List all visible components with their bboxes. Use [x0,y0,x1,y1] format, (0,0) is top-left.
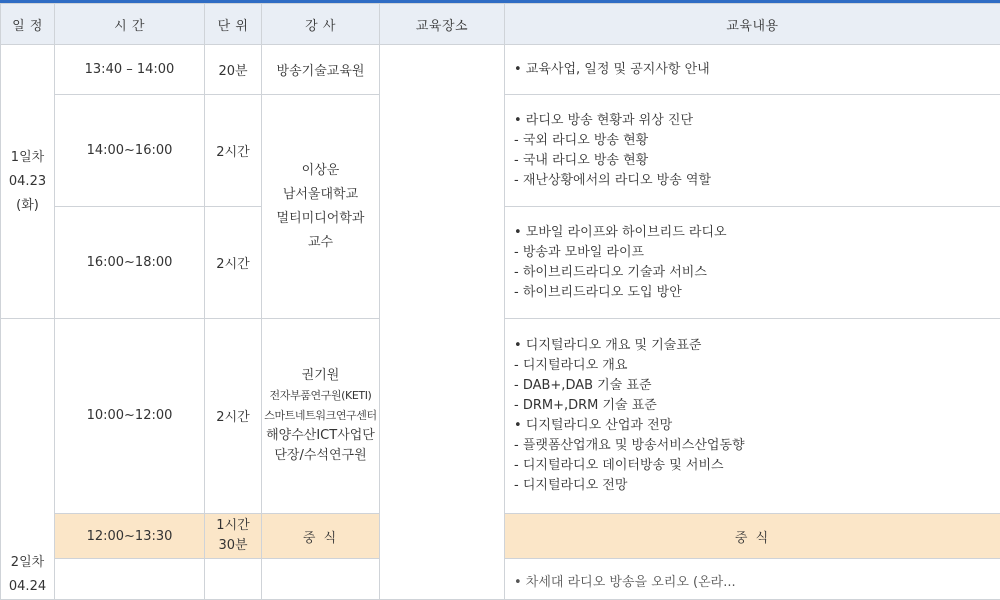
time-cell: 14:00~16:00 [55,95,205,207]
unit-cell [205,559,262,600]
header-time: 시 간 [55,4,205,45]
content-line: • 차세대 라디오 방송을 오리오 (온라... [514,573,1000,593]
content-line: • 디지털라디오 산업과 전망 [514,416,1000,436]
lunch-unit-hours: 1시간 [205,516,261,536]
content-line: - 디지털라디오 개요 [514,356,1000,376]
table-header-row [1,4,1000,45]
lunch-content: 중 식 [505,513,1000,559]
content-line: • 라디오 방송 현황과 위상 진단 [514,111,1000,131]
instructor-division: 해양수산ICT사업단 [262,426,379,446]
instructor-cell: 방송기술교육원 [262,45,380,95]
instructor-title: 교수 [262,231,379,255]
content-line: • 디지털라디오 개요 및 기술표준 [514,336,1000,356]
content-line: - 하이브리드라디오 도입 방안 [514,283,1000,303]
content-line: - 플랫폼산업개요 및 방송서비스산업동향 [514,436,1000,456]
content-line: - 방송과 모바일 라이프 [514,243,1000,263]
lunch-time: 12:00~13:30 [55,513,205,559]
content-line: - 하이브리드라디오 기술과 서비스 [514,263,1000,283]
instructor-cell-kwon [262,319,380,514]
instructor-cell-lee [262,95,380,319]
content-line: - 국외 라디오 방송 현황 [514,131,1000,151]
content-cell [505,559,1000,600]
content-line: • 모바일 라이프와 하이브리드 라디오 [514,223,1000,243]
time-cell: 13:40 – 14:00 [55,45,205,95]
content-cell [505,207,1000,319]
content-line: - 국내 라디오 방송 현황 [514,151,1000,171]
header-unit: 단 위 [205,4,262,45]
content-cell [505,95,1000,207]
table-row [1,45,1000,95]
header-content: 교육내용 [505,4,1000,45]
location-cell [380,45,505,600]
day1-weekday: (화) [1,194,54,218]
content-line: - DRM+,DRM 기술 표준 [514,396,1000,416]
unit-cell: 20분 [205,45,262,95]
time-cell [55,559,205,600]
day2-date: 04.24 [1,575,54,599]
education-schedule-table [0,3,1000,600]
instructor-department: 스마트네트워크연구센터 [262,406,379,426]
unit-cell: 2시간 [205,319,262,514]
day2-cell [1,319,55,600]
unit-cell: 2시간 [205,95,262,207]
day1-cell [1,45,55,319]
instructor-department: 멀티미디어학과 [262,207,379,231]
instructor-title: 단장/수석연구원 [262,446,379,466]
instructor-name: 이상운 [262,159,379,183]
time-cell: 10:00~12:00 [55,319,205,514]
day1-label: 1일차 [1,146,54,170]
day2-label: 2일차 [1,551,54,575]
time-cell: 16:00~18:00 [55,207,205,319]
instructor-name: 권기원 [262,366,379,386]
instructor-affiliation: 전자부품연구원(KETI) [262,386,379,406]
instructor-cell [262,559,380,600]
content-line: - DAB+,DAB 기술 표준 [514,376,1000,396]
content-cell [505,45,1000,95]
header-schedule: 일 정 [1,4,55,45]
header-location: 교육장소 [380,4,505,45]
day1-date: 04.23 [1,170,54,194]
content-line: - 디지털라디오 전망 [514,476,1000,496]
content-line: • 교육사업, 일정 및 공지사항 안내 [514,60,1000,80]
unit-cell: 2시간 [205,207,262,319]
content-line: - 재난상황에서의 라디오 방송 역할 [514,171,1000,191]
instructor-affiliation: 남서울대학교 [262,183,379,207]
header-instructor: 강 사 [262,4,380,45]
content-cell [505,319,1000,514]
content-line: - 디지털라디오 데이터방송 및 서비스 [514,456,1000,476]
lunch-instructor: 중 식 [262,513,380,559]
lunch-unit-minutes: 30분 [205,536,261,556]
lunch-unit [205,513,262,559]
